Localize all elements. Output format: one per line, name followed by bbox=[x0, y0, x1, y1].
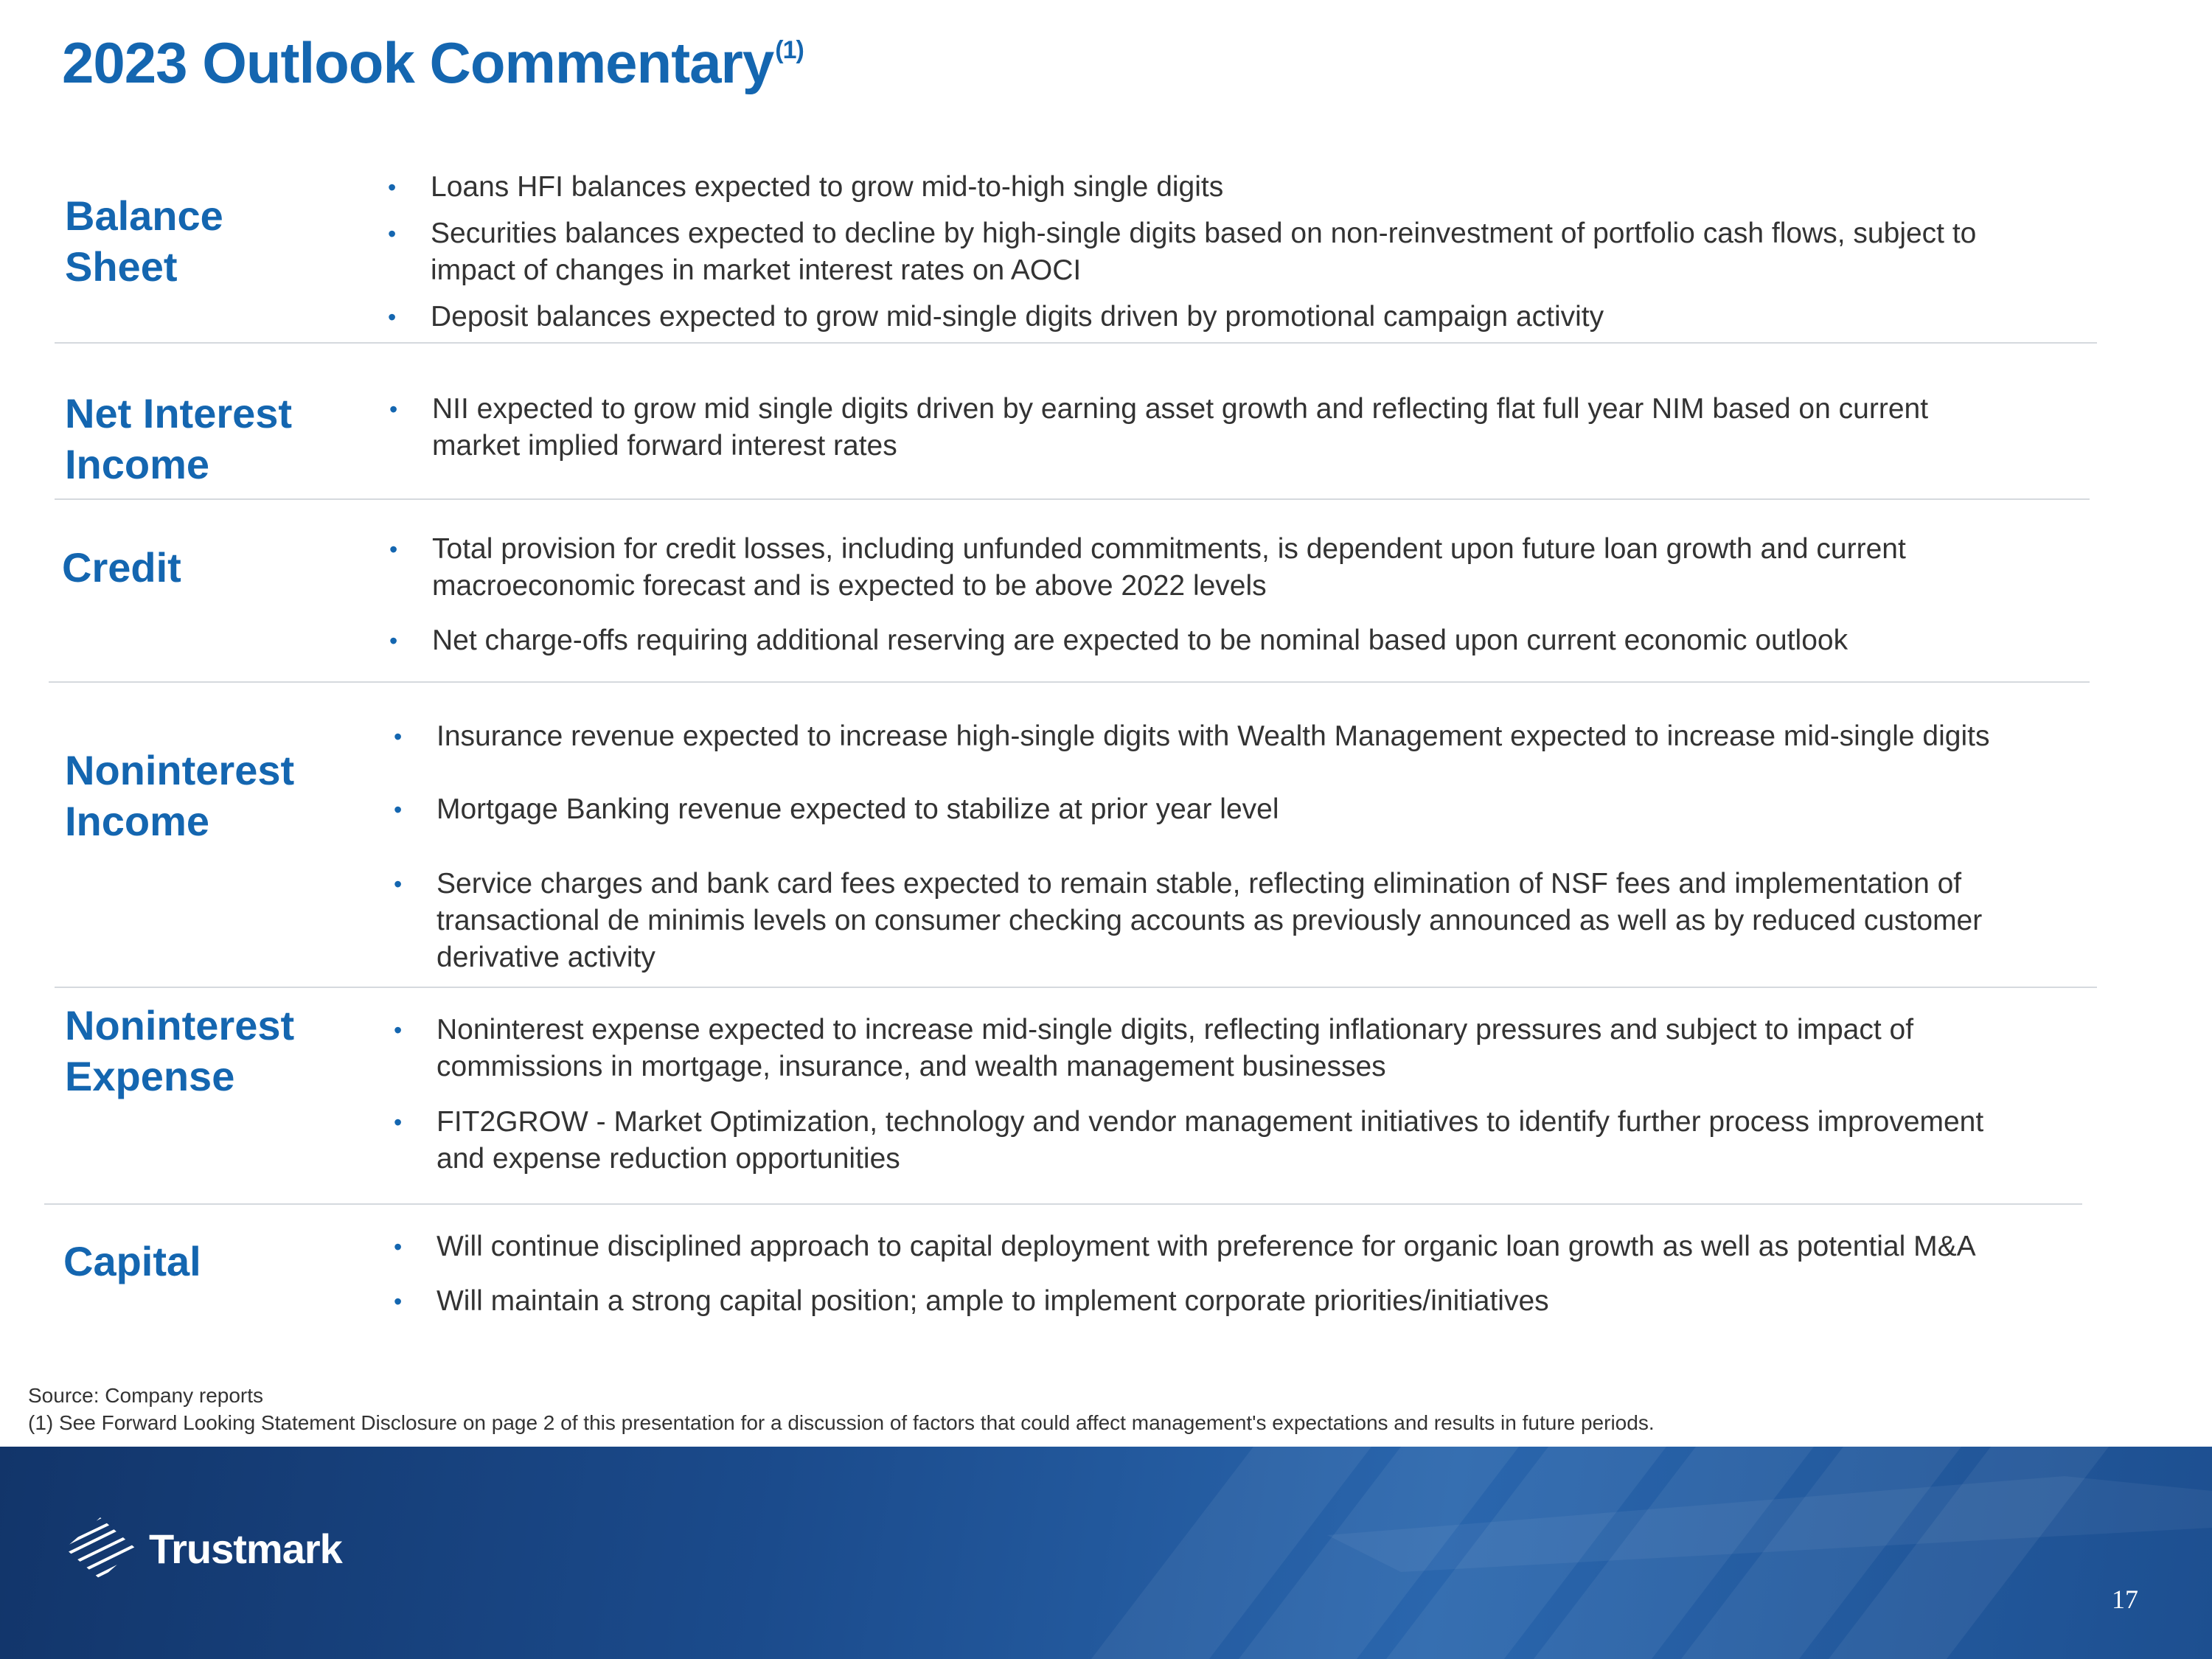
bullet-dot-icon: • bbox=[389, 396, 398, 422]
bullet-text: Mortgage Banking revenue expected to stabilize at prior year level bbox=[437, 793, 1279, 825]
page-number: 17 bbox=[2112, 1585, 2138, 1614]
bullet-dot-icon: • bbox=[388, 304, 397, 330]
section-heading-noninterest-expense bbox=[65, 1000, 382, 1102]
bullet-item bbox=[394, 1012, 1914, 1085]
bullet-item bbox=[388, 215, 1977, 289]
section-heading-credit bbox=[62, 542, 379, 593]
bullet-text: Deposit balances expected to grow mid-single digits driven by promotional campaign activity bbox=[431, 301, 1604, 333]
bullet-text: Service charges and bank card fees expected to remain stable, reflecting elimination of NSF fees and implementation of bbox=[437, 868, 1962, 900]
bullet-text: transactional de minimis levels on consumer checking accounts as previously announced as well as by reduced customer bbox=[437, 905, 1983, 936]
bullet-text: macroeconomic forecast and is expected to be above 2022 levels bbox=[432, 570, 1267, 602]
heading-line: Income bbox=[65, 441, 210, 487]
bullet-text: derivative activity bbox=[437, 942, 655, 973]
bullet-text: commissions in mortgage, insurance, and wealth management businesses bbox=[437, 1051, 1386, 1082]
bullet-item bbox=[389, 391, 1929, 465]
heading-line: Expense bbox=[65, 1053, 235, 1099]
heading-line: Net Interest bbox=[65, 390, 293, 437]
bullet-text: and expense reduction opportunities bbox=[437, 1143, 900, 1175]
bullet-text: NII expected to grow mid single digits driven by earning asset growth and reflecting flat full year NIM based on current bbox=[432, 393, 1929, 425]
heading-line: Income bbox=[65, 798, 210, 844]
section-divider bbox=[55, 498, 2090, 500]
heading-line: Capital bbox=[63, 1238, 201, 1284]
bullet-text: Net charge-offs requiring additional reserving are expected to be nominal based upon current economic outlook bbox=[432, 625, 1848, 656]
title-footnote-marker: (1) bbox=[775, 36, 804, 64]
bullet-item bbox=[388, 299, 1604, 335]
bullet-dot-icon: • bbox=[394, 1234, 403, 1260]
bullet-item bbox=[394, 1104, 1984, 1178]
bullet-dot-icon: • bbox=[394, 871, 403, 897]
bullet-item bbox=[394, 718, 1990, 755]
bullet-text: Total provision for credit losses, including unfunded commitments, is dependent upon future loan growth and current bbox=[432, 533, 1906, 565]
bullet-dot-icon: • bbox=[394, 796, 403, 823]
section-heading-capital bbox=[63, 1236, 380, 1287]
section-heading-net-interest-income bbox=[65, 388, 382, 490]
bullet-text: market implied forward interest rates bbox=[432, 430, 897, 462]
bullet-dot-icon: • bbox=[394, 1017, 403, 1043]
section-heading-noninterest-income bbox=[65, 745, 382, 846]
heading-line: Noninterest bbox=[65, 1002, 295, 1048]
bullet-dot-icon: • bbox=[388, 174, 397, 201]
bullet-dot-icon: • bbox=[394, 1288, 403, 1315]
bullet-text: Insurance revenue expected to increase high-single digits with Wealth Management expected to increase mid-single digits bbox=[437, 720, 1990, 752]
bullet-dot-icon: • bbox=[389, 536, 398, 563]
heading-line: Credit bbox=[62, 544, 181, 591]
bullet-text: Securities balances expected to decline by high-single digits based on non-reinvestment of portfolio cash flows, subject to bbox=[431, 218, 1977, 249]
footnote-text: (1) See Forward Looking Statement Disclosure on page 2 of this presentation for a discussion of factors that could affect management's expectations and results in future periods. bbox=[28, 1411, 1655, 1434]
bullet-item bbox=[388, 169, 1224, 206]
source-text: Source: Company reports bbox=[28, 1384, 264, 1407]
section-divider bbox=[49, 681, 2090, 683]
bullet-item bbox=[394, 1228, 1976, 1265]
page-title bbox=[62, 29, 804, 97]
bullet-text: Will maintain a strong capital position; ample to implement corporate priorities/initiatives bbox=[437, 1285, 1549, 1317]
bullet-text: Loans HFI balances expected to grow mid-to-high single digits bbox=[431, 171, 1224, 203]
logo-wordmark: Trustmark bbox=[149, 1525, 342, 1572]
section-divider bbox=[55, 342, 2097, 344]
bullet-dot-icon: • bbox=[394, 723, 403, 750]
trustmark-logo bbox=[62, 1514, 342, 1582]
bullet-text: Will continue disciplined approach to capital deployment with preference for organic loan growth as well as potential M&A bbox=[437, 1231, 1976, 1262]
heading-line: Sheet bbox=[65, 243, 178, 290]
bullet-dot-icon: • bbox=[388, 220, 397, 247]
bullet-item bbox=[394, 866, 1983, 976]
section-divider bbox=[55, 987, 2097, 988]
bullet-dot-icon: • bbox=[394, 1109, 403, 1135]
bullet-item bbox=[394, 791, 1279, 828]
bullet-item bbox=[389, 531, 1906, 605]
section-divider bbox=[44, 1203, 2082, 1205]
bullet-dot-icon: • bbox=[389, 627, 398, 654]
bullet-text: Noninterest expense expected to increase mid-single digits, reflecting inflationary pressures and subject to impact of bbox=[437, 1014, 1914, 1046]
source-notes bbox=[28, 1382, 1655, 1436]
bullet-item bbox=[389, 622, 1848, 659]
trustmark-globe-icon bbox=[62, 1514, 139, 1582]
bullet-item bbox=[394, 1283, 1549, 1320]
bullet-text: FIT2GROW - Market Optimization, technology and vendor management initiatives to identify further process improvement bbox=[437, 1106, 1984, 1138]
section-heading-balance-sheet bbox=[65, 190, 382, 292]
bullet-text: impact of changes in market interest rates on AOCI bbox=[431, 254, 1082, 286]
footer-band bbox=[0, 1447, 2212, 1659]
heading-line: Balance bbox=[65, 192, 223, 239]
page-title-text: 2023 Outlook Commentary bbox=[62, 30, 774, 95]
heading-line: Noninterest bbox=[65, 747, 295, 793]
